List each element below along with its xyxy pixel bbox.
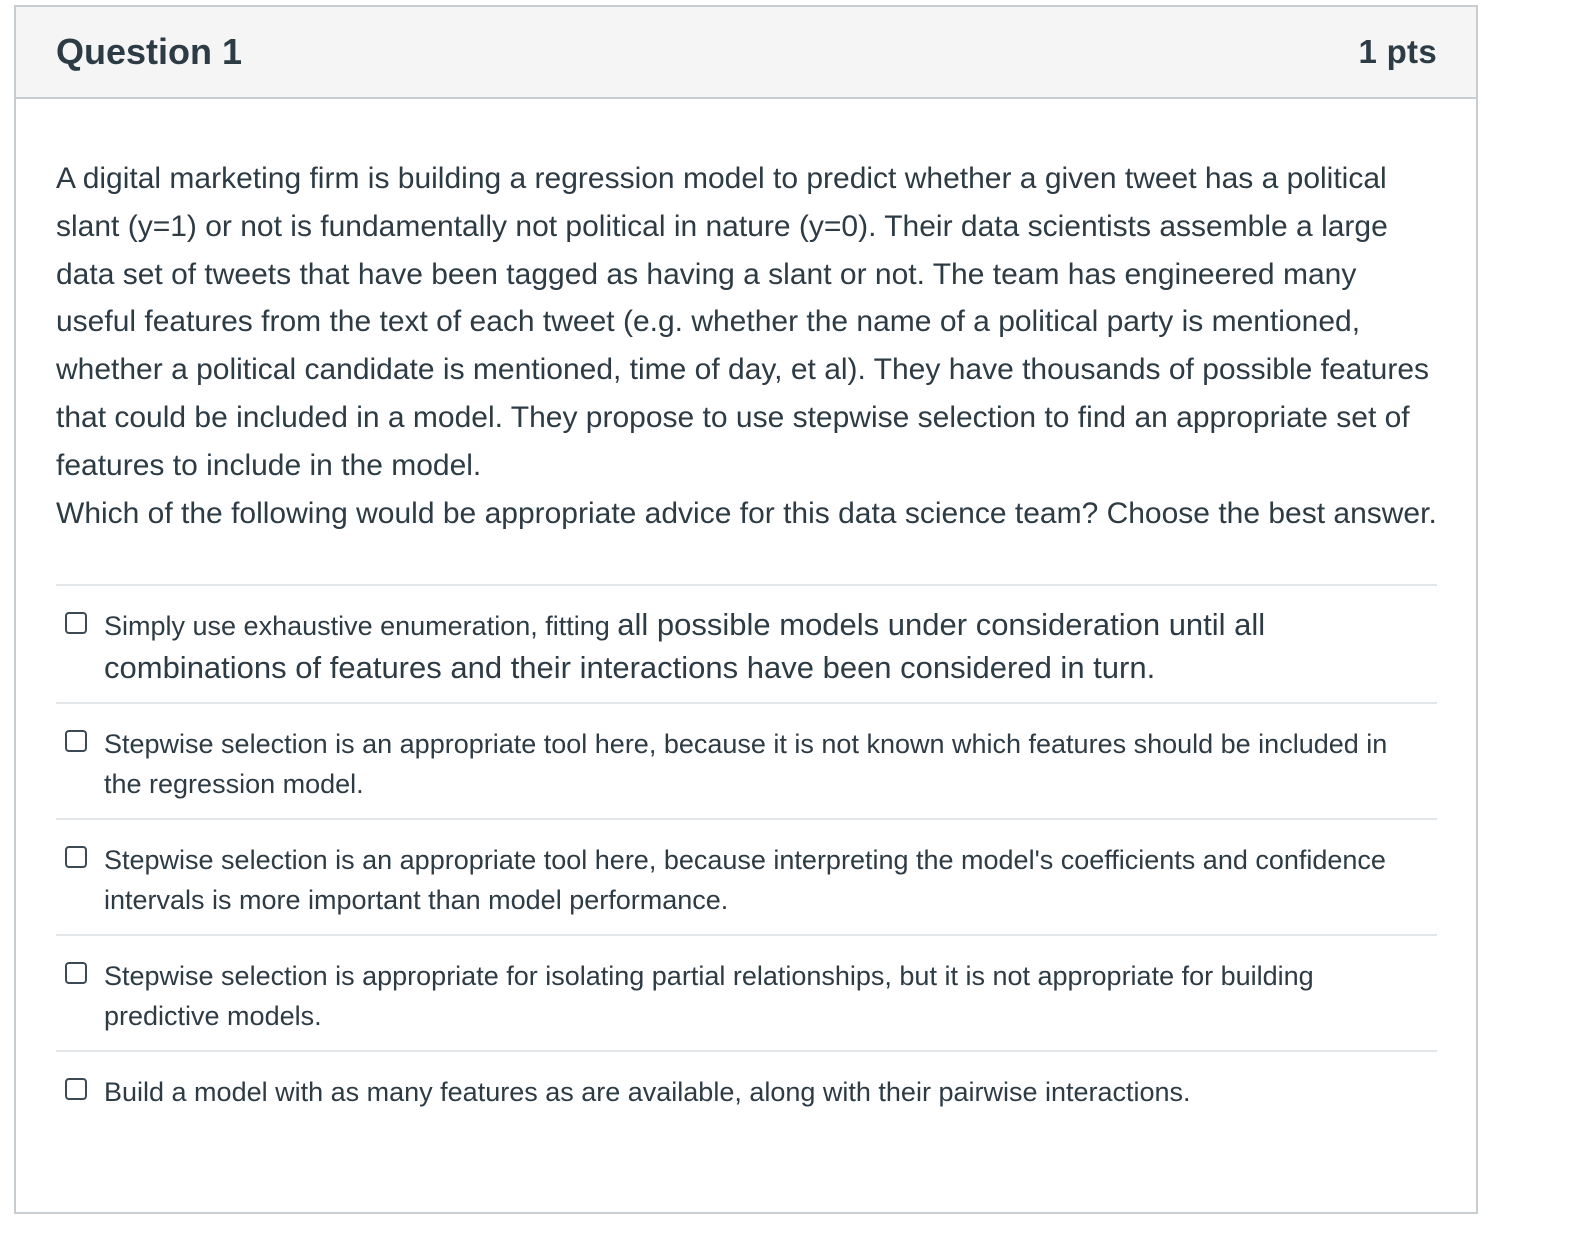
answer-option-5[interactable] <box>56 1052 1437 1132</box>
question-title: Question 1 <box>56 31 243 72</box>
answer-checkbox-1[interactable] <box>65 612 87 634</box>
answer-checkbox-4[interactable] <box>65 962 87 984</box>
answer-option-1[interactable] <box>56 586 1437 704</box>
answer-option-2[interactable] <box>56 704 1437 820</box>
question-points: 1 pts <box>1358 33 1437 70</box>
question-body <box>16 99 1476 1132</box>
answer-label-1-part-2: all possible models under consideration until all combinations of features and their interactions have been considered in turn. <box>104 607 1266 686</box>
question-prompt: A digital marketing firm is building a regression model to predict whether a given tweet has a political slant (y=1) or not is fundamentally not political in nature (y=0). Their data scientists assemble a large data set of tweets that have been tagged as having a slant or not. The team has engineered many useful features from the text of each tweet (e.g. whether the name of a political party is mentioned, whether a political candidate is mentioned, time of day, et al). They have thousands of possible features that could be included in a model. They propose to use stepwise selection to find an appropriate set of features to include in the model. <box>56 162 1430 482</box>
answer-checkbox-2[interactable] <box>65 730 87 752</box>
answer-option-4[interactable] <box>56 936 1437 1052</box>
answer-label-5: Build a model with as many features as are available, along with their pairwise interactions. <box>104 1077 1191 1108</box>
answer-checkbox-3[interactable] <box>65 846 87 868</box>
answer-list <box>56 584 1437 1132</box>
answer-label-1-part-1: Simply use exhaustive enumeration, fitting <box>104 611 618 642</box>
answer-label-4: Stepwise selection is appropriate for isolating partial relationships, but it is not appropriate for building predictive models. <box>104 961 1314 1032</box>
answer-checkbox-5[interactable] <box>65 1078 87 1100</box>
question-header <box>16 7 1476 99</box>
question-card <box>14 5 1478 1214</box>
question-instruction: Which of the following would be appropriate advice for this data science team? Choose the best answer. <box>56 496 1437 530</box>
answer-option-3[interactable] <box>56 820 1437 936</box>
answer-label-1 <box>104 604 1417 690</box>
answer-label-3: Stepwise selection is an appropriate tool here, because interpreting the model's coefficients and confidence intervals is more important than model performance. <box>104 845 1386 916</box>
answer-label-2: Stepwise selection is an appropriate tool here, because it is not known which features should be included in the regression model. <box>104 729 1388 800</box>
